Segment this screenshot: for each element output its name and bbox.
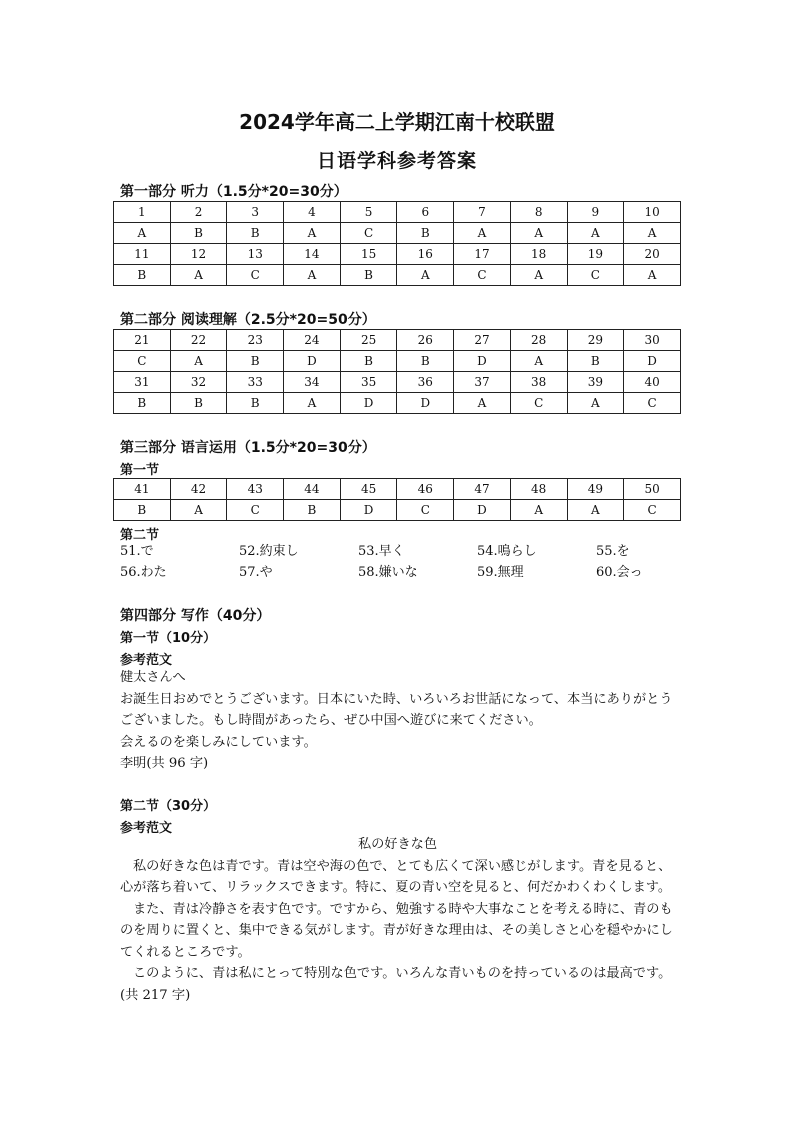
question-number-cell: 43 <box>227 479 284 500</box>
answer-cell: B <box>114 393 171 414</box>
fill-in-answers <box>120 541 715 583</box>
question-number-cell: 2 <box>170 202 227 223</box>
question-number-cell: 12 <box>170 244 227 265</box>
question-number-cell: 38 <box>510 372 567 393</box>
answer-cell: B <box>397 351 454 372</box>
question-number-cell: 42 <box>170 479 227 500</box>
part2-heading: 第二部分 阅读理解（2.5分*20=50分） <box>120 312 376 328</box>
question-number-cell: 9 <box>567 202 624 223</box>
fill-answer: 59.無理 <box>477 565 524 580</box>
question-number-cell: 29 <box>567 330 624 351</box>
part1-answer-table <box>113 201 681 286</box>
fill-answer: 52.約束し <box>239 544 299 559</box>
answer-cell: A <box>454 393 511 414</box>
answer-cell: C <box>397 500 454 521</box>
question-number-cell: 23 <box>227 330 284 351</box>
question-number-cell: 26 <box>397 330 454 351</box>
question-number-row <box>114 479 681 500</box>
essay-paragraph: このように、青は私にとって特別な色です。いろんな青いものを持っているのは最高です。(共 217 字) <box>120 966 672 1003</box>
part4-section1-label: 参考范文 <box>120 653 173 668</box>
question-number-cell: 7 <box>454 202 511 223</box>
page-title: 2024学年高二上学期江南十校联盟 <box>239 110 555 134</box>
part3-section1-heading: 第一节 <box>120 463 160 478</box>
answer-cell: B <box>227 393 284 414</box>
answer-cell: B <box>114 265 171 286</box>
question-number-cell: 24 <box>284 330 341 351</box>
question-number-row <box>114 372 681 393</box>
question-number-cell: 19 <box>567 244 624 265</box>
answer-cell: A <box>510 351 567 372</box>
answer-row <box>114 351 681 372</box>
section2-sample-essay <box>120 834 675 1006</box>
fill-answer: 51.で <box>120 544 154 559</box>
answer-cell: C <box>340 223 397 244</box>
question-number-cell: 39 <box>567 372 624 393</box>
question-number-cell: 22 <box>170 330 227 351</box>
question-number-cell: 4 <box>284 202 341 223</box>
question-number-cell: 28 <box>510 330 567 351</box>
part4-section1-heading: 第一节（10分） <box>120 631 217 646</box>
answer-cell: A <box>567 500 624 521</box>
answer-cell: B <box>227 351 284 372</box>
answer-cell: A <box>114 223 171 244</box>
answer-cell: A <box>510 500 567 521</box>
essay-paragraph: 私の好きな色は青です。青は空や海の色で、とても広くて深い感じがします。青を見ると、心が落ち着いて、リラックスできます。特に、夏の青い空を見ると、何だかわくわくします。 <box>120 858 672 895</box>
question-number-cell: 44 <box>284 479 341 500</box>
question-number-cell: 33 <box>227 372 284 393</box>
letter-signature: 李明(共 96 字) <box>120 756 209 771</box>
question-number-cell: 1 <box>114 202 171 223</box>
question-number-cell: 21 <box>114 330 171 351</box>
answer-cell: C <box>227 265 284 286</box>
answer-cell: A <box>510 223 567 244</box>
answer-cell: D <box>454 351 511 372</box>
question-number-cell: 16 <box>397 244 454 265</box>
answer-cell: C <box>454 265 511 286</box>
question-number-cell: 49 <box>567 479 624 500</box>
question-number-cell: 15 <box>340 244 397 265</box>
answer-cell: D <box>340 393 397 414</box>
essay-paragraph: また、青は冷静さを表す色です。ですから、勉強する時や大事なことを考える時に、青のものを周りに置くと、集中できる気がします。青が好きな理由は、その美しさと心を穏やかにしてくれるところです。 <box>120 901 673 960</box>
answer-cell: B <box>397 223 454 244</box>
part1-heading: 第一部分 听力（1.5分*20=30分） <box>120 184 348 200</box>
part2-answer-table <box>113 329 681 414</box>
answer-cell: B <box>567 351 624 372</box>
question-number-cell: 31 <box>114 372 171 393</box>
answer-cell: A <box>397 265 454 286</box>
letter-body: お誕生日おめでとうございます。日本にいた時、いろいろお世話になって、本当にありがとうございました。もし時間があったら、ぜひ中国へ遊びに来てください。 <box>120 691 673 728</box>
answer-cell: B <box>114 500 171 521</box>
part3-answer-table <box>113 478 681 521</box>
answer-cell: D <box>454 500 511 521</box>
answer-cell: B <box>170 393 227 414</box>
question-number-cell: 35 <box>340 372 397 393</box>
answer-row <box>114 223 681 244</box>
fill-answer: 55.を <box>596 544 630 559</box>
fill-row <box>120 541 715 562</box>
question-number-cell: 46 <box>397 479 454 500</box>
question-number-cell: 41 <box>114 479 171 500</box>
page-subtitle: 日语学科参考答案 <box>316 150 477 172</box>
question-number-cell: 20 <box>624 244 681 265</box>
answer-cell: A <box>284 265 341 286</box>
question-number-cell: 6 <box>397 202 454 223</box>
answer-cell: B <box>227 223 284 244</box>
answer-cell: B <box>170 223 227 244</box>
answer-cell: A <box>284 223 341 244</box>
question-number-cell: 45 <box>340 479 397 500</box>
answer-cell: C <box>510 393 567 414</box>
question-number-cell: 18 <box>510 244 567 265</box>
question-number-cell: 11 <box>114 244 171 265</box>
answer-cell: A <box>510 265 567 286</box>
part4-heading: 第四部分 写作（40分） <box>120 608 271 624</box>
question-number-cell: 8 <box>510 202 567 223</box>
fill-answer: 53.早く <box>358 544 405 559</box>
answer-cell: B <box>340 351 397 372</box>
fill-answer: 54.鳴らし <box>477 544 537 559</box>
answer-cell: C <box>114 351 171 372</box>
answer-cell: D <box>624 351 681 372</box>
question-number-cell: 13 <box>227 244 284 265</box>
fill-row <box>120 562 715 583</box>
question-number-cell: 25 <box>340 330 397 351</box>
answer-row <box>114 393 681 414</box>
answer-cell: A <box>454 223 511 244</box>
question-number-row <box>114 244 681 265</box>
question-number-cell: 30 <box>624 330 681 351</box>
question-number-cell: 3 <box>227 202 284 223</box>
letter-closing: 会えるのを楽しみにしています。 <box>120 734 317 750</box>
question-number-cell: 37 <box>454 372 511 393</box>
answer-row <box>114 265 681 286</box>
question-number-row <box>114 330 681 351</box>
answer-cell: B <box>284 500 341 521</box>
question-number-cell: 36 <box>397 372 454 393</box>
answer-cell: A <box>284 393 341 414</box>
section1-sample-letter <box>120 667 675 775</box>
answer-cell: B <box>340 265 397 286</box>
answer-cell: A <box>624 223 681 244</box>
answer-cell: C <box>567 265 624 286</box>
answer-cell: D <box>340 500 397 521</box>
answer-cell: C <box>624 393 681 414</box>
question-number-cell: 27 <box>454 330 511 351</box>
fill-answer: 58.嫌いな <box>358 565 418 580</box>
essay-title: 私の好きな色 <box>357 837 438 852</box>
answer-cell: A <box>170 265 227 286</box>
part3-section2-heading: 第二节 <box>120 528 160 543</box>
question-number-cell: 48 <box>510 479 567 500</box>
part3-heading: 第三部分 语言运用（1.5分*20=30分） <box>120 440 376 456</box>
fill-answer: 57.や <box>239 565 273 580</box>
question-number-cell: 34 <box>284 372 341 393</box>
question-number-cell: 50 <box>624 479 681 500</box>
letter-salutation: 健太さんへ <box>120 670 186 685</box>
answer-row <box>114 500 681 521</box>
answer-cell: C <box>227 500 284 521</box>
question-number-cell: 17 <box>454 244 511 265</box>
answer-cell: A <box>567 393 624 414</box>
fill-answer: 56.わた <box>120 565 167 580</box>
answer-cell: D <box>284 351 341 372</box>
answer-cell: A <box>567 223 624 244</box>
question-number-cell: 40 <box>624 372 681 393</box>
question-number-cell: 14 <box>284 244 341 265</box>
fill-answer: 60.会っ <box>596 565 643 580</box>
answer-cell: A <box>170 351 227 372</box>
part4-section2-label: 参考范文 <box>120 821 173 836</box>
question-number-cell: 5 <box>340 202 397 223</box>
question-number-row <box>114 202 681 223</box>
answer-cell: A <box>624 265 681 286</box>
answer-cell: D <box>397 393 454 414</box>
answer-cell: C <box>624 500 681 521</box>
answer-cell: A <box>170 500 227 521</box>
question-number-cell: 47 <box>454 479 511 500</box>
question-number-cell: 32 <box>170 372 227 393</box>
part4-section2-heading: 第二节（30分） <box>120 799 217 814</box>
question-number-cell: 10 <box>624 202 681 223</box>
